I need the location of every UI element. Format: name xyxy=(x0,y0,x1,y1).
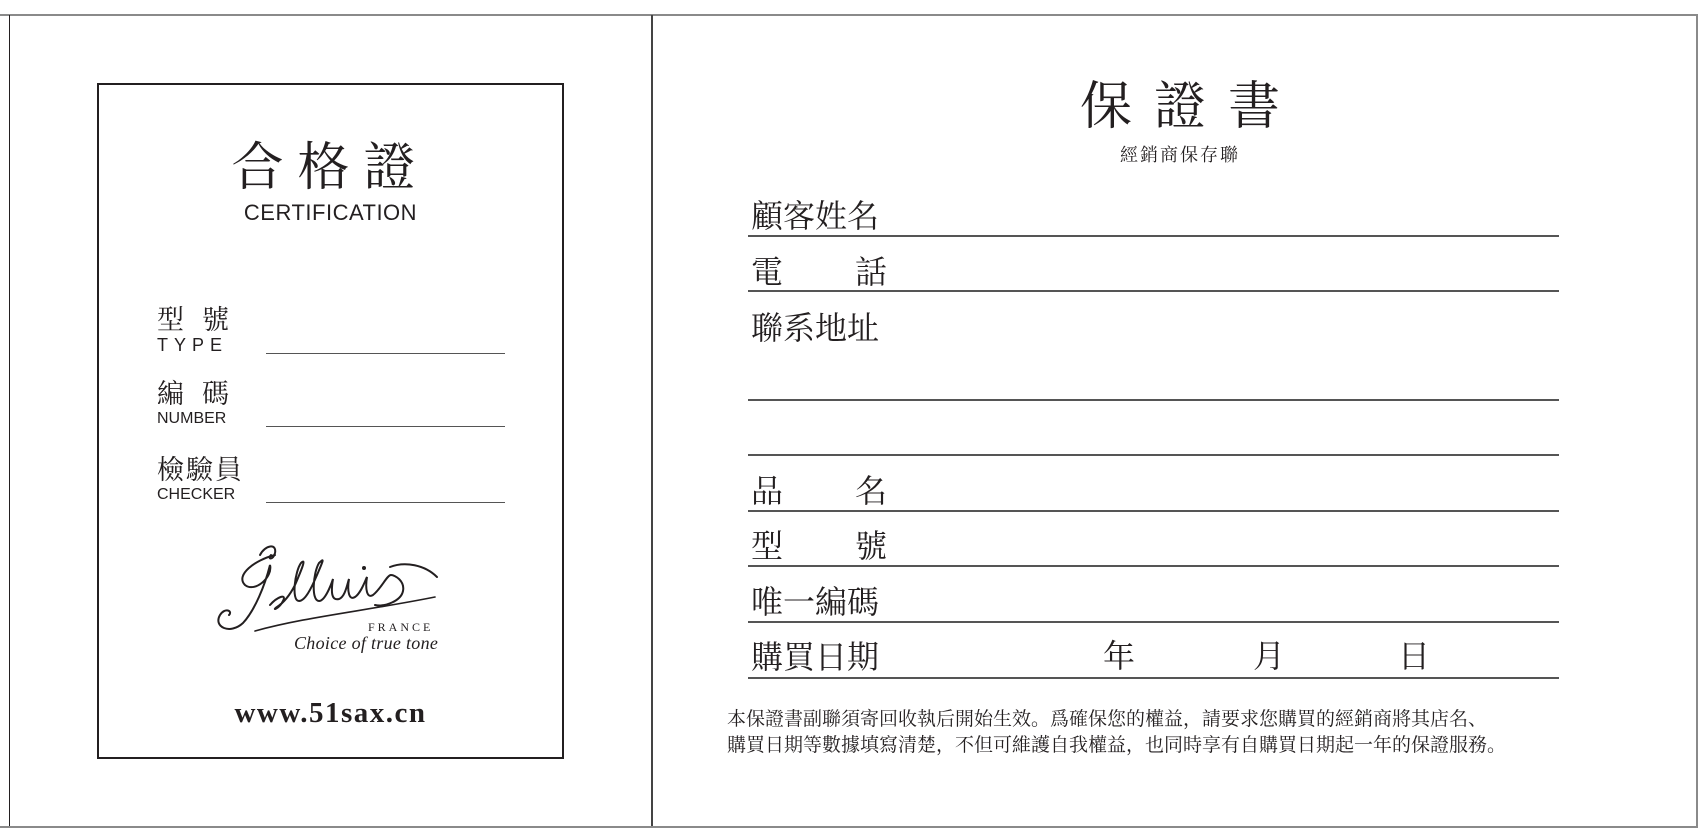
cert-number-input-line[interactable] xyxy=(266,426,505,427)
warranty-subtitle: 經銷商保存聯 xyxy=(1120,145,1240,166)
cert-field-type-label-en: TYPE xyxy=(157,335,229,355)
page-frame-bottom xyxy=(0,826,1698,828)
model-input-line[interactable] xyxy=(748,565,1559,567)
warranty-note-line-1: 本保證書副聯須寄回收執后開始生效。爲確保您的權益，請要求您購買的經銷商將其店名、 xyxy=(727,708,1488,730)
cert-field-number xyxy=(157,380,247,428)
warranty-title: 保證書 xyxy=(1079,77,1302,137)
address-input-line-2[interactable] xyxy=(748,454,1559,456)
page-frame-left xyxy=(9,15,10,826)
field-label-phone xyxy=(751,254,887,290)
cert-checker-input-line[interactable] xyxy=(266,502,505,503)
field-label-product-name-part1: 品 xyxy=(751,472,784,510)
cert-field-checker-label-zh: 檢驗員 xyxy=(157,455,244,486)
cert-type-input-line[interactable] xyxy=(266,353,505,354)
logo-country: FRANCE xyxy=(368,620,434,634)
field-label-phone-part2: 話 xyxy=(854,253,887,291)
field-label-model xyxy=(751,528,887,564)
date-unit-month: 月 xyxy=(1253,637,1286,675)
customer-name-input-line[interactable] xyxy=(748,235,1559,237)
phone-input-line[interactable] xyxy=(748,290,1559,292)
cert-field-number-label-zh: 編碼 xyxy=(157,379,247,410)
cert-field-type-label-zh: 型號 xyxy=(157,305,247,336)
cert-field-checker xyxy=(157,456,244,504)
warranty-note-line-2: 購買日期等數據填寫清楚，不但可維護自我權益，也同時享有自購買日期起一年的保證服務。 xyxy=(727,734,1507,756)
certification-subtitle: CERTIFICATION xyxy=(243,200,418,225)
warranty-note xyxy=(727,706,1607,758)
unique-code-input-line[interactable] xyxy=(748,621,1559,623)
field-label-product-name xyxy=(751,473,887,509)
field-label-address: 聯系地址 xyxy=(751,309,880,347)
date-unit-year: 年 xyxy=(1103,637,1136,675)
panel-divider xyxy=(651,15,653,826)
page-frame-top xyxy=(0,14,1698,16)
cert-field-type xyxy=(157,306,247,354)
cert-field-checker-label-en: CHECKER xyxy=(157,486,236,503)
field-label-model-part1: 型 xyxy=(751,527,784,565)
field-label-model-part2: 號 xyxy=(854,527,887,565)
page-frame-right xyxy=(1696,15,1698,827)
logo-tagline: Choice of true tone xyxy=(294,633,439,653)
purchase-date-input-line[interactable] xyxy=(748,677,1559,679)
field-label-phone-part1: 電 xyxy=(751,253,784,291)
field-label-unique-code: 唯一編碼 xyxy=(751,583,880,621)
address-input-line-1[interactable] xyxy=(748,399,1559,401)
field-label-product-name-part2: 名 xyxy=(854,472,887,510)
field-label-purchase-date: 購買日期 xyxy=(751,638,880,676)
certification-title: 合格證 xyxy=(231,138,430,198)
field-label-customer-name: 顧客姓名 xyxy=(751,197,880,235)
product-name-input-line[interactable] xyxy=(748,510,1559,512)
cert-field-number-label-en: NUMBER xyxy=(157,410,227,427)
website-url: www.51sax.cn xyxy=(234,697,427,729)
date-unit-day: 日 xyxy=(1398,637,1431,675)
